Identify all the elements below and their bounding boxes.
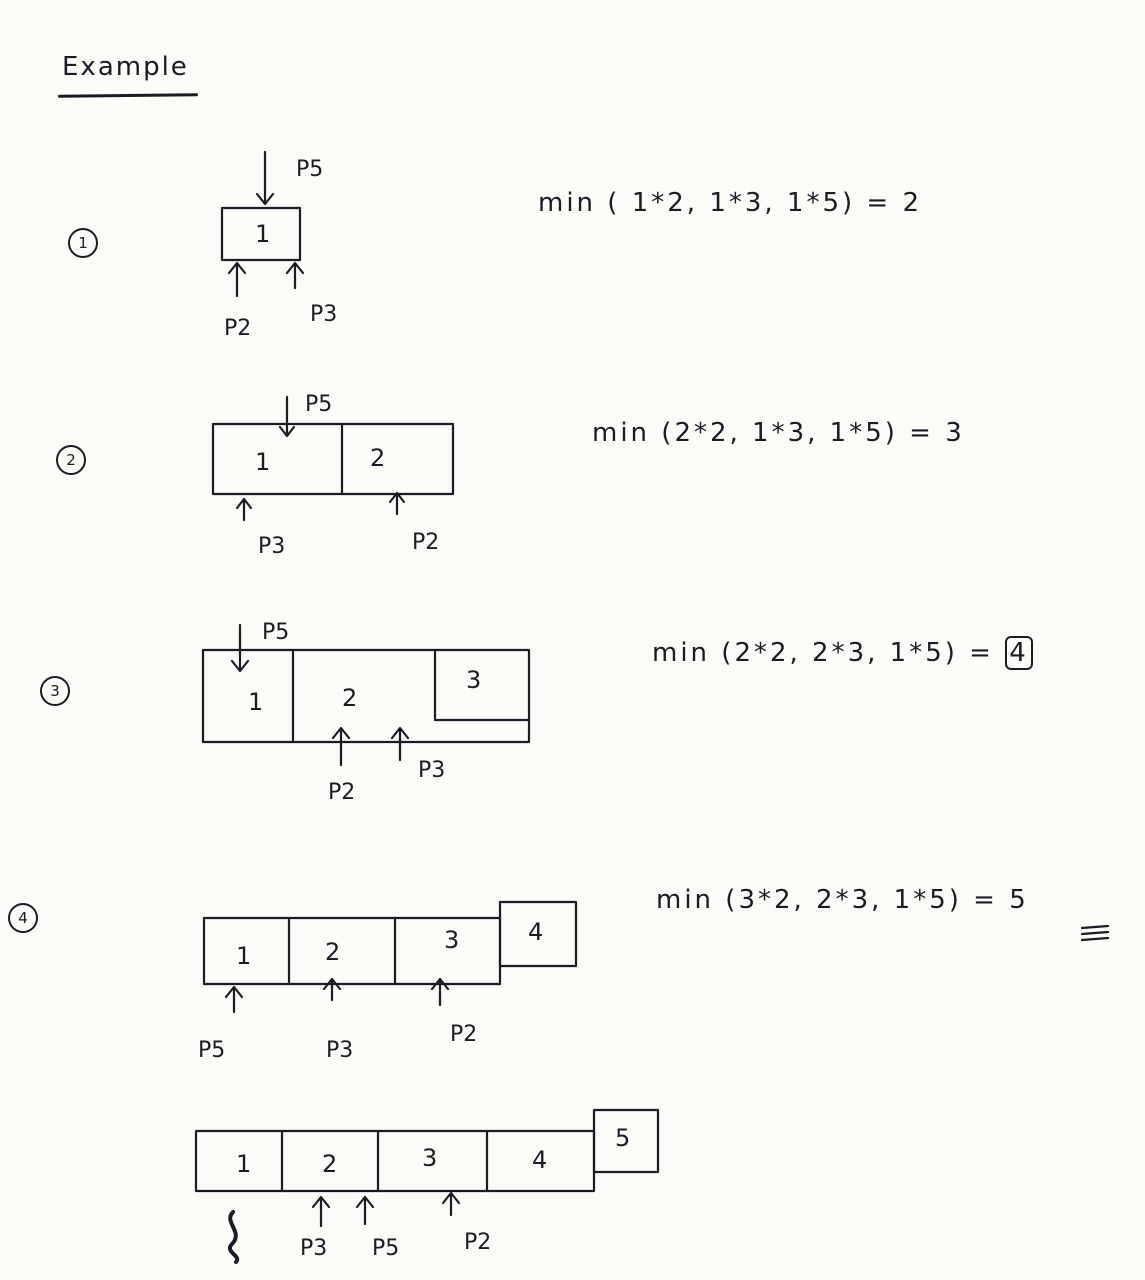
pointer-label-p3: P3	[300, 1236, 328, 1261]
min-equation: min (2*2, 1*3, 1*5) = 3	[592, 418, 965, 448]
array-cell-value: 3	[422, 1144, 438, 1172]
arrow-down-p5	[232, 625, 248, 671]
pointer-label-p5: P5	[262, 620, 290, 645]
arrow-up-p3	[287, 263, 303, 288]
array-cell-value: 1	[255, 220, 271, 248]
pointer-label-p5: P5	[305, 392, 333, 417]
arrow-up-p5	[226, 987, 242, 1012]
pointer-label-p2: P2	[412, 530, 440, 555]
pointer-label-p3: P3	[326, 1038, 354, 1063]
array-cell-value: 1	[236, 942, 252, 970]
array-cell-value: 3	[466, 666, 482, 694]
step-2-array-box	[213, 424, 453, 494]
step-2-array	[213, 424, 453, 494]
pointer-label-p3: P3	[310, 302, 338, 327]
array-cell-value: 2	[342, 684, 358, 712]
page-title: Example	[62, 52, 189, 82]
answer-double-underline	[1082, 926, 1108, 940]
array-cell-value: 4	[528, 918, 544, 946]
min-equation	[652, 638, 1033, 668]
array-cell-value: 2	[322, 1150, 338, 1178]
step-4-arrows	[226, 926, 1108, 1012]
scribble-mark	[230, 1212, 237, 1262]
arrow-up-p3	[392, 728, 408, 760]
arrow-up-p3	[313, 1197, 329, 1226]
arrow-up-p5	[357, 1197, 373, 1224]
pointer-label-p5: P5	[372, 1236, 400, 1261]
min-equation-answer: 4	[1005, 636, 1033, 670]
array-cell-value: 2	[325, 938, 341, 966]
pointer-label-p2: P2	[328, 780, 356, 805]
arrow-up-p2	[390, 493, 404, 514]
pointer-label-p5: P5	[198, 1038, 226, 1063]
pointer-label-p2: P2	[224, 316, 252, 341]
arrow-up-p2	[333, 728, 349, 765]
pointer-label-p2: P2	[450, 1022, 478, 1047]
arrow-up-p3	[324, 979, 340, 1000]
pointer-label-p3: P3	[258, 534, 286, 559]
arrow-up-p2	[443, 1193, 459, 1215]
pointer-label-p3: P3	[418, 758, 446, 783]
step-number-4: 4	[8, 903, 38, 933]
min-equation-expression: min (2*2, 2*3, 1*5) =	[652, 638, 994, 668]
step-number-2: 2	[56, 445, 86, 475]
min-equation: min (3*2, 2*3, 1*5) = 5	[656, 885, 1029, 915]
arrow-up-p3	[237, 499, 251, 520]
array-cell-value: 1	[236, 1150, 252, 1178]
step-5-arrows	[230, 1193, 459, 1262]
array-cell-value: 1	[248, 688, 264, 716]
arrow-up-p2	[229, 263, 245, 296]
array-cell-value: 3	[444, 926, 460, 954]
array-cell-value: 2	[370, 444, 386, 472]
pointer-label-p2: P2	[464, 1230, 492, 1255]
arrow-down-p5	[280, 397, 294, 436]
array-cell-value: 1	[255, 448, 271, 476]
step-4-array	[204, 902, 576, 984]
step-number-3: 3	[40, 676, 70, 706]
min-equation: min ( 1*2, 1*3, 1*5) = 2	[538, 188, 923, 218]
array-cell-value: 4	[532, 1146, 548, 1174]
array-cell-value: 5	[615, 1124, 631, 1152]
arrow-down-p5	[257, 152, 273, 204]
pointer-label-p5: P5	[296, 157, 324, 182]
step-number-1: 1	[68, 228, 98, 258]
